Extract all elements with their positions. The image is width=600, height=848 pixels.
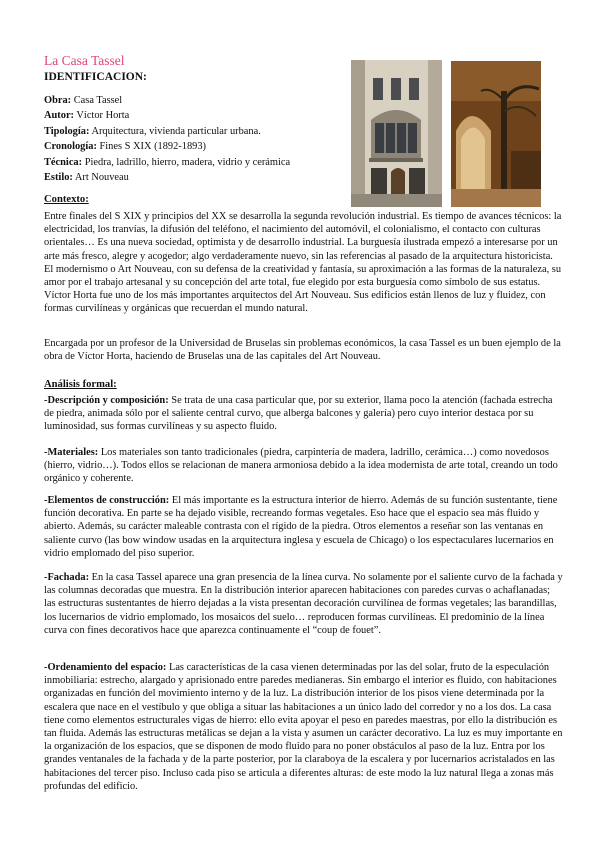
field-tipologia: Tipología: Arquitectura, vivienda particular urbana. — [44, 125, 261, 137]
section-ordenamiento: -Ordenamiento del espacio: Las características de la casa vienen determinadas por las del solar, fruto de la especulación inmobiliaria: estrecho, alargado y aprisionado entre paredes medianeras. Sin embargo el interior es fluido, con habitaciones organizadas en función del movimiento interno y de la luz. La distribución interior de los pisos viene determinada por la escalera que nace en el vestíbulo y que obliga a situar las habitaciones a un único lado del corredor y no a los dos. La casa tiene como elementos estructurales vigas de hierro: ello evita apoyar el peso en paredes maestras, por ello la distribución es tan fluida. Además las estructuras metálicas se dejan a la vista y asumen un carácter decorativo. La luz es muy importante en la organización de los espacios, que se disponen de modo fluido para no poner obstáculos al paso de la luz. Entra por los grandes ventanales de la fachada y de la parte posterior, por la claraboya de la escalera y por lucernarios acristalados en las habitaciones del tercer piso. Incluso cada piso se articula a diferentes alturas: de este modo la luz natural llega a zonas más profundas del edificio. — [44, 662, 563, 792]
interior-photo — [451, 61, 541, 207]
contexto-heading: Contexto: — [44, 194, 89, 205]
facade-photo — [351, 60, 442, 207]
analisis-heading: Análisis formal: — [44, 379, 117, 390]
field-estilo: Estilo: Art Nouveau — [44, 172, 129, 184]
field-autor: Autor: Víctor Horta — [44, 110, 130, 122]
section-fachada: -Fachada: En la casa Tassel aparece una gran presencia de la línea curva. No solamente por el saliente curvo de la fachada y las columnas decoradas que muestra. En la distribución interior aparecen habitaciones con paredes curvas o achaflanadas; las estructuras sustentantes de hierro dejadas a la vista presentan decoración curvilínea de formas vegetales; las barandillas, los lucernarios de vidrio emplomado, los mosaicos del suelo… reproducen formas curvilíneas. El predominio de la línea curva con fines decorativos hace que aparezca continuamente el “coup de fouet”. — [44, 572, 563, 636]
facade-illustration — [351, 60, 442, 207]
contexto-paragraph-2: Encargada por un profesor de la Universidad de Bruselas sin problemas económicos, la casa Tassel es un buen ejemplo de la obra de Víctor Horta, haciendo de Bruselas una de las capitales del Art Nouveau. — [44, 338, 561, 363]
identificacion-heading: IDENTIFICACION: — [44, 71, 147, 83]
interior-illustration — [451, 61, 541, 207]
identification-fields — [44, 93, 290, 185]
section-elementos: -Elementos de construcción: El más importante es la estructura interior de hierro. Además de su función sustentante, tiene función decorativa. En parte se ha dejado visible, recreando formas vegetales. Eso hace que el espacio sea más fluido y abierto. Además, su carácter maleable contrasta con el rígido de la piedra. Otros elementos a reseñar son las ventanas en saliente curvo (las bow window usadas en la arquitectura inglesa y escuela de Chicago) o los espectaculares lucernarios en vidrio emplomado del piso superior. — [44, 495, 558, 559]
document-title: La Casa Tassel — [44, 53, 125, 68]
field-obra: Obra: Casa Tassel — [44, 95, 123, 106]
field-cronologia: Cronología: Fines S XIX (1892-1893) — [44, 141, 207, 153]
section-descripcion: -Descripción y composición: Se trata de una casa particular que, por su exterior, llama poco la atención (fachada estrecha de piedra, animada sólo por el saliente central curvo, que alberga balcones y galería) pero cuyo interior destaca por su luminosidad, sus formas curvilíneas y su aspecto fluido. — [44, 395, 553, 433]
contexto-paragraph-1: Entre finales del S XIX y principios del XX se desarrolla la segunda revolución industrial. Es tiempo de avances técnicos: la electricidad, los tranvías, la difusión del teléfono, el nacimiento del automóvil, el colonialismo, el contacto con culturas orientales… Es una nueva sociedad, optimista y de desarrollo industrial. La burguesía ilustrada empezó a interesarse por un arte más fresco, alegre y acogedor; algo verdaderamente nuevo, sin las referencias al pasado de la arquitectura historicista. El modernismo o Art Nouveau, con su defensa de la creatividad y fantasía, su aproximación a las formas de la naturaleza, su amor por el trabajo artesanal y su concepción del arte total, fue elegido por esta burguesía como símbolo de sus estatus. Víctor Horta fue uno de los más importantes arquitectos del Art Nouveau. Sus edificios están llenos de luz y fluidez, con formas curvilíneas y orgánicas que recuerdan el mundo natural. — [44, 211, 562, 315]
field-tecnica: Técnica: Piedra, ladrillo, hierro, madera, vidrio y cerámica — [44, 156, 291, 168]
section-materiales: -Materiales: Los materiales son tanto tradicionales (piedra, carpintería de madera, ladrillo, cerámica…) como novedosos (hierro, vidrio…). Todos ellos se relacionan de manera armoniosa debido a la idea modernista de arte total, creando un todo orgánico y coherente. — [44, 447, 558, 485]
